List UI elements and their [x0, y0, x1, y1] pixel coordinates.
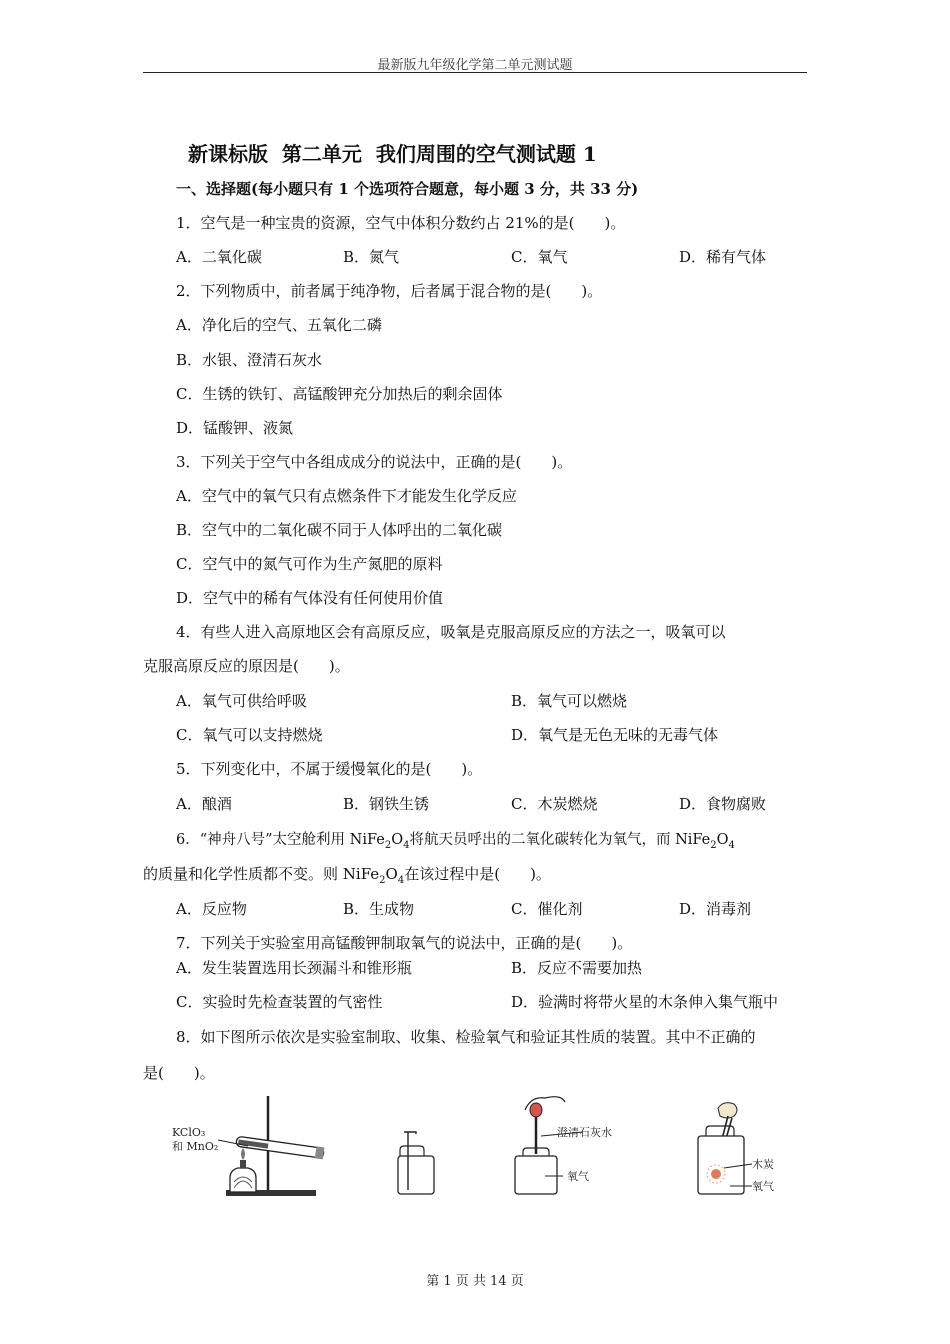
q2-option-c: C．生锈的铁钉、高锰酸钾充分加热后的剩余固体 — [176, 385, 503, 403]
q4-option-b: B．氧气可以燃烧 — [511, 692, 628, 710]
running-header: 最新版九年级化学第二单元测试题 — [377, 58, 573, 73]
q3-option-a: A．空气中的氧气只有点燃条件下才能发生化学反应 — [176, 487, 517, 505]
q4-option-d: D．氧气是无色无味的无毒气体 — [511, 726, 719, 744]
q4-option-a: A．氧气可供给呼吸 — [176, 692, 307, 710]
figure-heating-apparatus — [168, 1092, 338, 1202]
fig1-label-mno2: 和 MnO₂ — [172, 1140, 219, 1153]
q1-option-d: D．稀有气体 — [679, 248, 767, 266]
fig4-label-charcoal: 木炭 — [752, 1158, 774, 1171]
question-8-stem-line2: 是( )。 — [143, 1064, 215, 1082]
page-footer: 第 1 页 共 14 页 — [426, 1274, 524, 1289]
question-8-stem-line1: 8．如下图所示依次是实验室制取、收集、检验氧气和验证其性质的装置。其中不正确的 — [176, 1028, 756, 1046]
q1-option-a: A．二氧化碳 — [176, 248, 262, 266]
figure-charcoal-burning — [690, 1100, 800, 1202]
question-2-stem: 2．下列物质中，前者属于纯净物，后者属于混合物的是( )。 — [176, 282, 603, 300]
figure-collection-bottle — [380, 1130, 440, 1200]
q5-option-a: A．酿酒 — [176, 795, 232, 813]
q7-option-b: B．反应不需要加热 — [511, 959, 643, 977]
question-6-stem-line2: 的质量和化学性质都不变。则 $NiFe_2O_4$在该过程中是( )。 — [143, 865, 551, 886]
question-4-stem-line1: 4．有些人进入高原地区会有高原反应，吸氧是克服高原反应的方法之一，吸氧可以 — [176, 623, 726, 641]
q2-option-b: B．水银、澄清石灰水 — [176, 351, 323, 369]
fig1-label-kclo3: KClO₃ — [172, 1126, 206, 1139]
q1-option-c: C．氧气 — [511, 248, 568, 266]
q5-option-d: D．食物腐败 — [679, 795, 767, 813]
q5-option-c: C．木炭燃烧 — [511, 795, 598, 813]
q4-option-c: C．氧气可以支持燃烧 — [176, 726, 323, 744]
q6-option-d: D．消毒剂 — [679, 900, 752, 918]
q3-option-c: C．空气中的氮气可作为生产氮肥的原料 — [176, 555, 443, 573]
q2-option-a: A．净化后的空气、五氧化二磷 — [176, 316, 382, 334]
q5-option-b: B．钢铁生锈 — [343, 795, 430, 813]
q6-option-a: A．反应物 — [176, 900, 247, 918]
fig4-label-oxygen: 氧气 — [752, 1180, 774, 1193]
q6-option-b: B．生成物 — [343, 900, 415, 918]
q7-option-d: D．验满时将带火星的木条伸入集气瓶中 — [511, 993, 779, 1011]
question-6-stem-line1: 6．“神舟八号”太空舱利用 $NiFe_2O_4$将航天员呼出的二氧化碳转化为氧气，而 $NiFe_2O_4$ — [176, 832, 735, 851]
header-divider — [143, 72, 807, 73]
question-4-stem-line2: 克服高原反应的原因是( )。 — [143, 657, 350, 675]
question-3-stem: 3．下列关于空气中各组成成分的说法中，正确的是( )。 — [176, 453, 573, 471]
q3-option-b: B．空气中的二氧化碳不同于人体呼出的二氧化碳 — [176, 521, 503, 539]
question-7-stem: 7．下列关于实验室用高锰酸钾制取氧气的说法中，正确的是( )。 — [176, 934, 633, 952]
q2-option-d: D．锰酸钾、液氮 — [176, 419, 294, 437]
q3-option-d: D．空气中的稀有气体没有任何使用价值 — [176, 589, 444, 607]
page-title: 新课标版 第二单元 我们周围的空气测试题 1 — [188, 142, 597, 166]
question-1-stem: 1．空气是一种宝贵的资源，空气中体积分数约占 21%的是( )。 — [176, 214, 626, 232]
q7-option-a: A．发生装置选用长颈漏斗和锥形瓶 — [176, 959, 412, 977]
figure-limewater-test — [505, 1092, 635, 1202]
fig3-label-limewater: 澄清石灰水 — [557, 1126, 612, 1139]
section-heading: 一、选择题(每小题只有 1 个选项符合题意，每小题 3 分，共 33 分) — [176, 180, 639, 198]
q7-option-c: C．实验时先检查装置的气密性 — [176, 993, 383, 1011]
question-5-stem: 5．下列变化中，不属于缓慢氧化的是( )。 — [176, 760, 483, 778]
q6-option-c: C．催化剂 — [511, 900, 583, 918]
q1-option-b: B．氮气 — [343, 248, 400, 266]
fig3-label-oxygen: 氧气 — [567, 1170, 589, 1183]
